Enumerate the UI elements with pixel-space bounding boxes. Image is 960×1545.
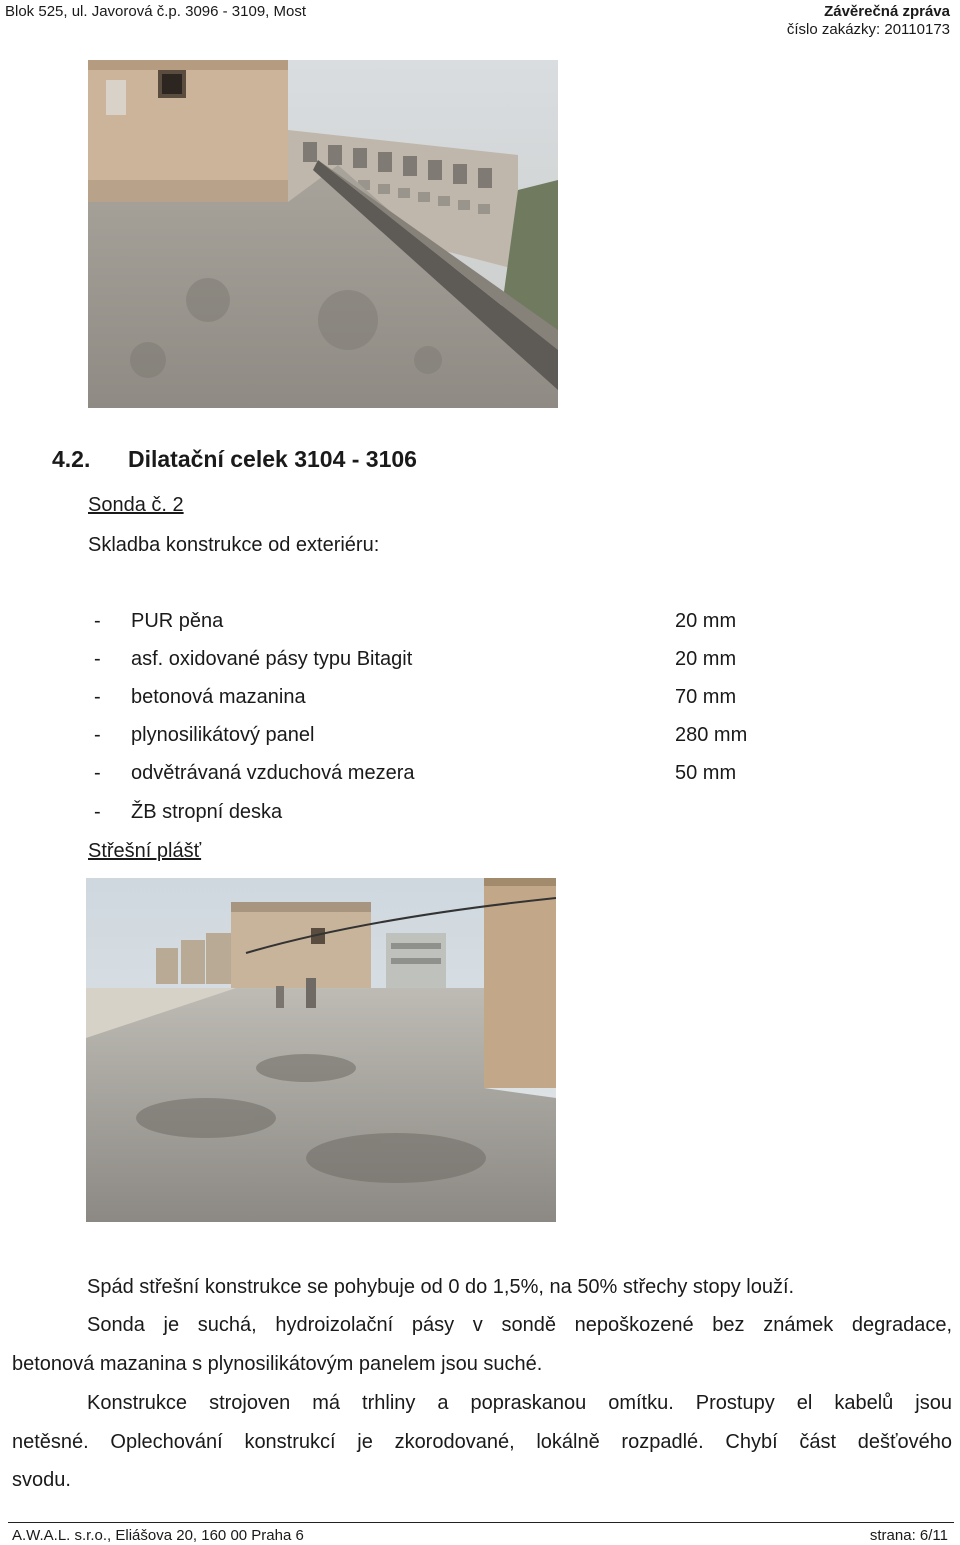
layer-row — [88, 801, 788, 831]
list-dash: - — [94, 610, 101, 632]
layer-thickness: 20 mm — [675, 648, 737, 670]
report-title: Závěrečná zpráva — [824, 3, 950, 20]
layer-thickness: 20 mm — [675, 610, 737, 632]
header-block — [787, 3, 950, 39]
roof-label: Střešní plášť — [88, 840, 202, 862]
footer-page-number: strana: 6/11 — [869, 1527, 948, 1544]
paragraph-line: netěsné. Oplechování konstrukcí je zkorodované, lokálně rozpadlé. Chybí část dešťového — [12, 1430, 952, 1453]
roof-photo-2 — [86, 878, 556, 1222]
paragraph-machine-rooms — [12, 1384, 952, 1500]
section-title: Dilatační celek 3104 - 3106 — [128, 446, 417, 472]
roof-photo-1 — [88, 60, 558, 408]
paragraph-line: Spád střešní konstrukce se pohybuje od 0 do 1,5%, na 50% střechy stopy louží. — [87, 1276, 795, 1298]
layer-name: asf. oxidované pásy typu Bitagit — [131, 648, 413, 670]
layer-name: ŽB stropní deska — [131, 801, 283, 823]
layer-thickness: 70 mm — [675, 686, 737, 708]
probe-title: Sonda č. 2 — [88, 494, 184, 516]
layer-thickness: 50 mm — [675, 762, 737, 784]
header-address: Blok 525, ul. Javorová č.p. 3096 - 3109, Most — [5, 3, 307, 20]
layer-row — [88, 610, 788, 640]
list-dash: - — [94, 801, 101, 823]
paragraph-slope — [12, 1268, 952, 1307]
layer-name: PUR pěna — [131, 610, 224, 632]
section-number: 4.2. — [52, 446, 91, 472]
order-number: číslo zakázky: 20110173 — [786, 21, 950, 38]
paragraph-line: betonová mazanina s plynosilikátovým panelem jsou suché. — [12, 1352, 543, 1375]
paragraph-line: Sonda je suchá, hydroizolační pásy v sondě nepoškozené bez známek degradace, — [87, 1314, 952, 1336]
layer-row — [88, 762, 788, 792]
layer-name: plynosilikátový panel — [131, 724, 315, 746]
list-dash: - — [94, 724, 101, 746]
paragraph-line: Konstrukce strojoven má trhliny a popraskanou omítku. Prostupy el kabelů jsou — [87, 1392, 952, 1414]
footer-rule — [8, 1522, 954, 1523]
composition-label: Skladba konstrukce od exteriéru: — [88, 534, 380, 556]
list-dash: - — [94, 648, 101, 670]
layer-row — [88, 724, 788, 754]
layer-thickness: 280 mm — [675, 724, 748, 746]
paragraph-probe-state — [12, 1306, 952, 1383]
section-heading — [52, 446, 417, 473]
footer-company: A.W.A.L. s.r.o., Eliášova 20, 160 00 Praha 6 — [12, 1527, 304, 1544]
layer-row — [88, 686, 788, 716]
layer-name: betonová mazanina — [131, 686, 306, 708]
layer-row — [88, 648, 788, 678]
list-dash: - — [94, 762, 101, 784]
paragraph-line: svodu. — [12, 1469, 71, 1491]
layer-name: odvětrávaná vzduchová mezera — [131, 762, 415, 784]
list-dash: - — [94, 686, 101, 708]
